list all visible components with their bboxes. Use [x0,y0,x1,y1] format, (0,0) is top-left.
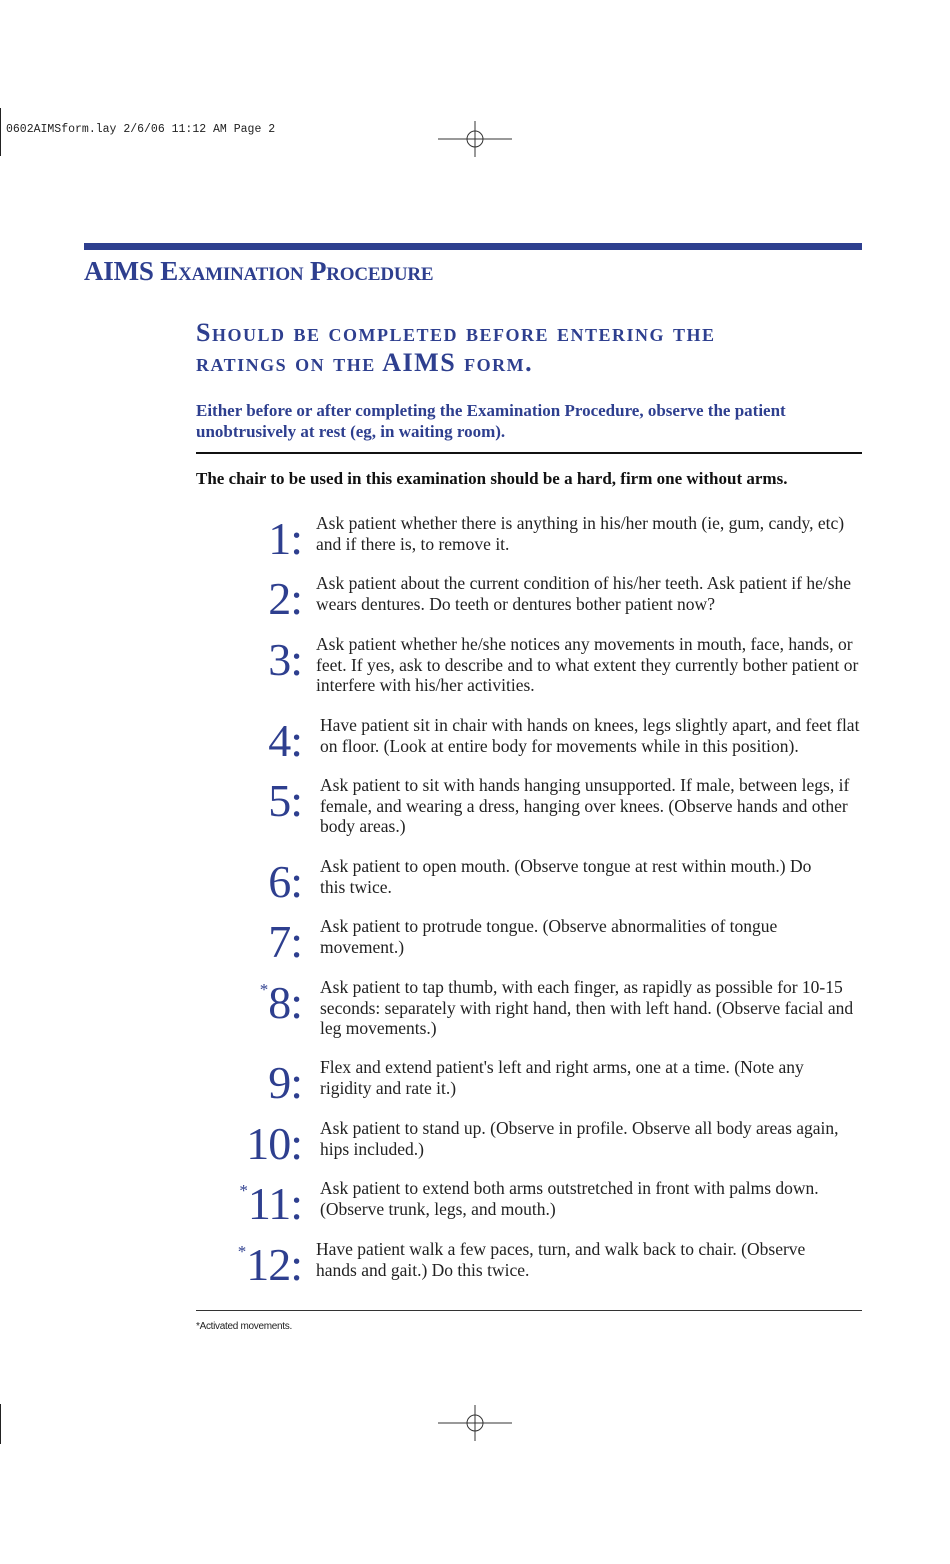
step-text: Have patient walk a few paces, turn, and walk back to chair. (Observe hands and gait.) Do this twice. [316,1239,806,1280]
chair-note: The chair to be used in this examination should be a hard, firm one without arms. [196,469,788,488]
step-number: 9: [268,1057,302,1108]
step-number: 7: [268,916,302,967]
subtitle-line-1: Should be completed before entering the [196,318,716,347]
step-text: Ask patient to open mouth. (Observe tongue at rest within mouth.) Do this twice. [320,856,812,897]
intro-instruction: Either before or after completing the Examination Procedure, observe the patient unobtrusively at rest (eg, in waiting room). [196,401,786,441]
step-number: 5: [268,775,302,826]
crop-mark-left-bottom [0,1404,1,1444]
header-rule [84,243,862,250]
step-text: Ask patient to stand up. (Observe in profile. Observe all body areas again, hips included.) [320,1118,839,1159]
print-slug-line: 0602AIMSform.lay 2/6/06 11:12 AM Page 2 [6,123,276,136]
section-divider [196,452,862,454]
step-text: Flex and extend patient's left and right arms, one at a time. (Note any rigidity and rate it.) [320,1057,804,1098]
footnote-divider [196,1310,862,1311]
step-text: Ask patient whether there is anything in his/her mouth (ie, gum, candy, etc) and if there is, to remove it. [316,513,845,554]
step-number: 4: [268,715,302,766]
step-number: 10: [246,1118,302,1169]
step-text: Ask patient whether he/she notices any movements in mouth, face, hands, or feet. If yes, ask to describe and to what extent they currently bother patient or interfere with his/her activities. [316,634,859,695]
step-text: Ask patient to sit with hands hanging unsupported. If male, between legs, if female, and wearing a dress, hanging over knees. (Observe hands and other body areas.) [320,775,850,836]
step-number: 3: [268,634,302,685]
step-number: *12: [237,1239,302,1290]
step-text: Ask patient about the current condition of his/her teeth. Ask patient if he/she wears dentures. Do teeth or dentures bother patient now? [316,573,852,614]
registration-mark-top-icon [438,121,512,157]
subtitle [196,318,856,378]
step-number: 6: [268,856,302,907]
step-text: Ask patient to tap thumb, with each finger, as rapidly as possible for 10-15 seconds: separately with right hand, then with left hand. (Observe facial and leg movements.) [320,977,854,1038]
step-text: Ask patient to extend both arms outstretched in front with palms down. (Observe trunk, legs, and mouth.) [320,1178,819,1219]
step-number: *11: [239,1178,302,1229]
page-title: AIMS Examination Procedure [84,256,434,286]
registration-mark-bottom-icon [438,1405,512,1441]
footnote: *Activated movements. [196,1321,292,1332]
step-number: *8: [259,977,302,1028]
crop-mark-left-top [0,108,1,156]
step-number: 1: [268,513,302,564]
step-number: 2: [268,573,302,624]
step-text: Ask patient to protrude tongue. (Observe abnormalities of tongue movement.) [320,916,778,957]
subtitle-line-2: ratings on the AIMS form. [196,348,534,377]
step-text: Have patient sit in chair with hands on knees, legs slightly apart, and feet flat on floor. (Look at entire body for movements while in this position). [320,715,860,756]
